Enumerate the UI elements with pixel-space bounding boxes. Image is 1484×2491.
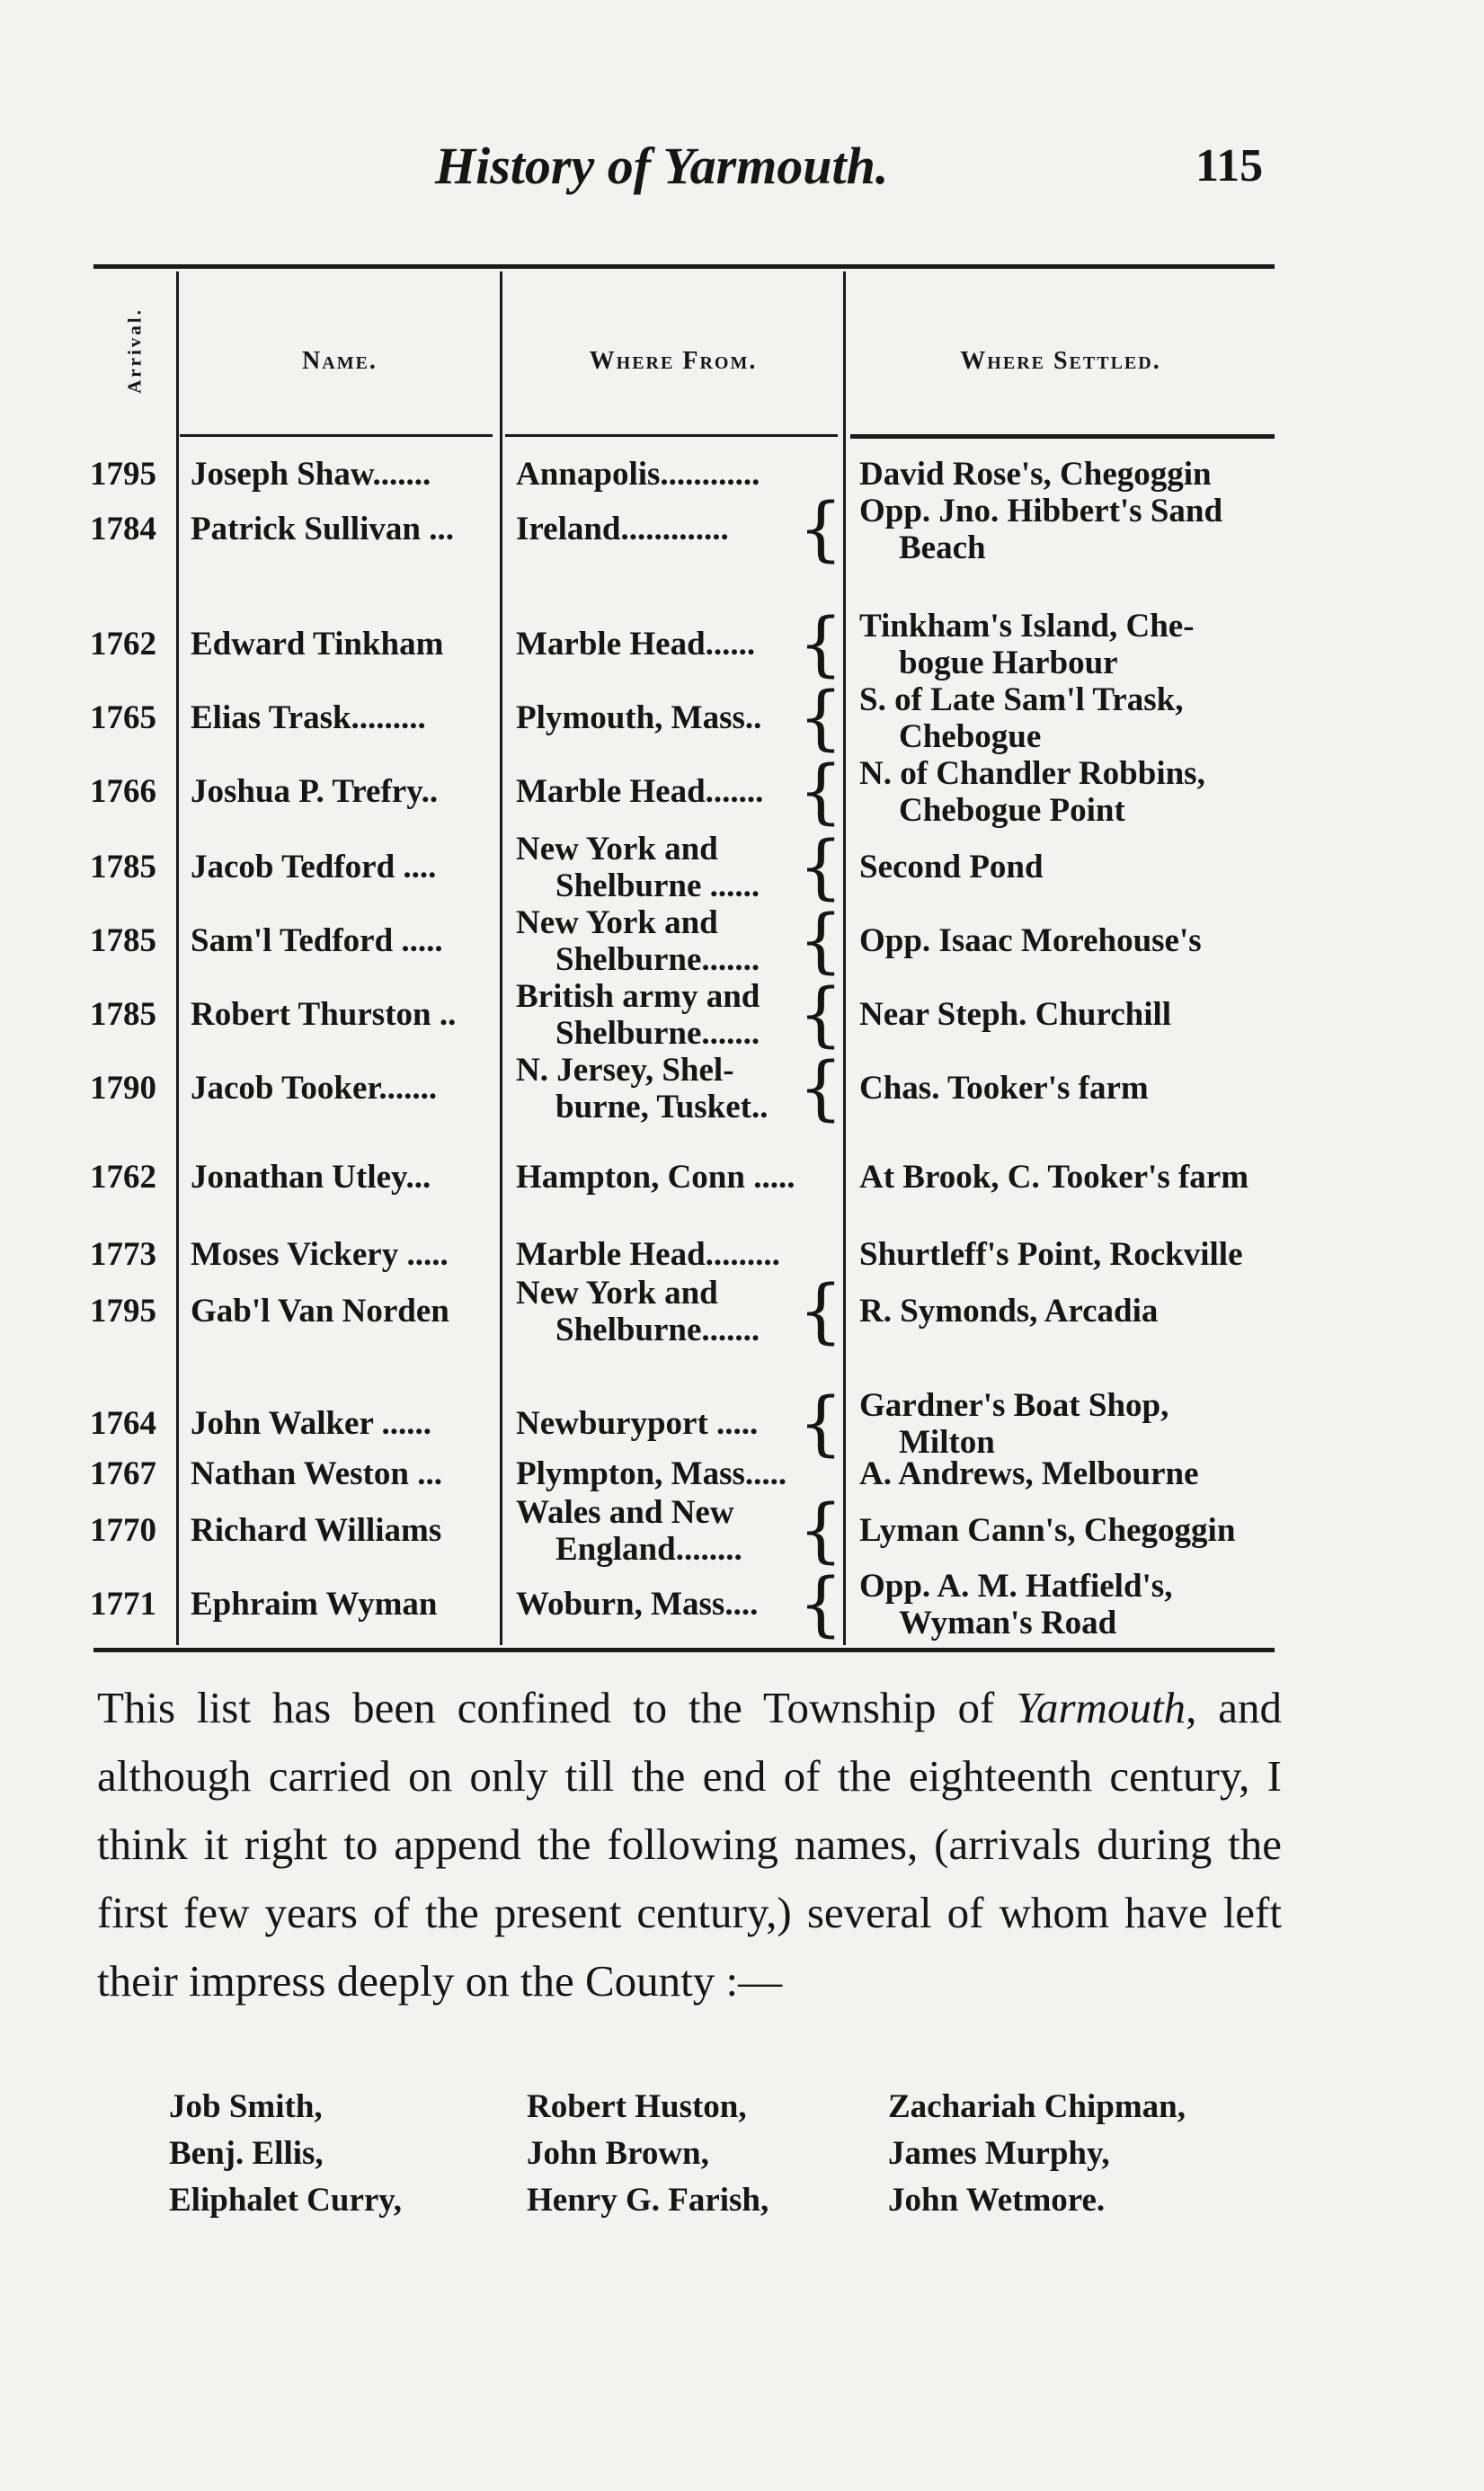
where-settled-cell-line: Near Steph. Churchill: [859, 996, 1172, 1033]
names-column: [169, 2084, 547, 2224]
page-number: 115: [1195, 140, 1264, 191]
where-from-cell-line: Woburn, Mass....: [516, 1586, 759, 1623]
where-from-cell: [516, 493, 818, 566]
where-settled-cell-line: S. of Late Sam'l Trask,: [859, 681, 1184, 718]
arrival-year: 1790: [90, 1070, 156, 1107]
settler-name: John Wetmore.: [888, 2182, 1106, 2219]
where-settled-cell-line: Opp. A. M. Hatfield's,: [859, 1568, 1173, 1605]
where-settled-cell: [859, 1052, 1282, 1125]
where-from-cell: [516, 608, 818, 681]
names-column: [527, 2084, 904, 2224]
where-from-cell: [516, 1456, 818, 1492]
where-settled-cell-line: Wyman's Road: [899, 1605, 1117, 1641]
settler-name-cell: Robert Thurston ..: [191, 996, 457, 1033]
where-settled-cell-line: R. Symonds, Arcadia: [859, 1293, 1159, 1330]
arrival-year: 1762: [90, 626, 156, 663]
settler-name: James Murphy,: [888, 2135, 1110, 2172]
settler-name: Job Smith,: [169, 2088, 323, 2125]
paragraph-italic: Yarmouth: [1016, 1683, 1186, 1732]
brace-icon: {: [798, 1048, 843, 1129]
where-from-cell-line: Shelburne.......: [555, 1015, 760, 1052]
brace-icon: {: [798, 974, 843, 1055]
settler-name-cell: John Walker ......: [191, 1405, 431, 1442]
brace-icon: {: [798, 678, 843, 759]
brace-icon: {: [798, 489, 843, 570]
where-settled-cell-line: bogue Harbour: [899, 645, 1118, 681]
running-title: History of Yarmouth.: [435, 137, 889, 195]
where-from-cell-line: Wales and New: [516, 1494, 734, 1531]
where-settled-cell: [859, 1494, 1282, 1568]
body-paragraph: [97, 1674, 1282, 2015]
settler-name: Henry G. Farish,: [527, 2182, 769, 2219]
brace-icon: {: [798, 1383, 843, 1464]
where-from-cell: [516, 1052, 818, 1125]
where-settled-cell: [859, 608, 1282, 681]
where-from-cell-line: Plympton, Mass.....: [516, 1455, 787, 1492]
table-row: [0, 1160, 1484, 1196]
settler-name-cell: Patrick Sullivan ...: [191, 511, 454, 547]
where-settled-cell: [859, 755, 1282, 829]
where-settled-cell: [859, 1387, 1282, 1461]
settler-name-cell: Richard Williams: [191, 1512, 442, 1549]
paragraph-text-start: This list has been confined to the Township of: [97, 1683, 1017, 1732]
table-row: [0, 604, 1484, 685]
where-settled-cell: [859, 681, 1282, 755]
where-from-cell-line: Ireland.............: [516, 511, 729, 547]
settler-name-cell: Ephraim Wyman: [191, 1586, 438, 1623]
where-from-cell-line: New York and: [516, 904, 718, 941]
names-column: [888, 2084, 1266, 2224]
settler-name-cell: Jacob Tedford ....: [191, 849, 437, 885]
where-settled-cell: [859, 1237, 1282, 1273]
arrival-year: 1762: [90, 1159, 156, 1196]
table-bottom-rule: [93, 1648, 1275, 1652]
arrival-year: 1795: [90, 456, 156, 493]
where-from-cell: [516, 457, 818, 493]
where-from-cell-line: New York and: [516, 831, 718, 867]
where-from-cell-line: Newburyport .....: [516, 1405, 759, 1442]
additional-names: [169, 2084, 1284, 2228]
arrival-year: 1785: [90, 922, 156, 959]
header-where-from: Where From.: [589, 347, 758, 375]
brace-icon: {: [798, 1271, 843, 1352]
where-settled-cell-line: Gardner's Boat Shop,: [859, 1387, 1169, 1424]
where-from-cell-line: Shelburne ......: [555, 867, 760, 904]
header-arrival: Arrival.: [123, 307, 146, 394]
table-row: [0, 1237, 1484, 1273]
paragraph-text-end: , and although carried on only till the end of the eighteenth century, I think it right to append the following names, (arrivals during the first few years of the present century,) several of whom have left their impress deeply on the County :—: [97, 1683, 1283, 2006]
where-settled-cell-line: A. Andrews, Melbourne: [859, 1455, 1199, 1492]
table-row: [0, 1564, 1484, 1645]
settler-name-cell: Joseph Shaw.......: [191, 456, 431, 493]
where-settled-cell: [859, 457, 1282, 493]
where-settled-cell: [859, 493, 1282, 566]
arrival-year: 1767: [90, 1455, 156, 1492]
where-settled-cell-line: Chebogue Point: [899, 792, 1125, 829]
settler-name-cell: Elias Trask.........: [191, 699, 426, 736]
arrival-year: 1784: [90, 511, 156, 547]
where-settled-cell-line: Tinkham's Island, Che-: [859, 608, 1195, 645]
settler-name-cell: Nathan Weston ...: [191, 1455, 442, 1492]
where-from-cell: [516, 978, 818, 1052]
where-from-cell-line: Shelburne.......: [555, 1312, 760, 1348]
brace-icon: {: [798, 1564, 843, 1645]
where-from-cell-line: burne, Tusket..: [555, 1089, 769, 1125]
where-from-cell-line: Plymouth, Mass..: [516, 699, 762, 736]
where-from-cell-line: Hampton, Conn .....: [516, 1159, 795, 1196]
where-settled-cell-line: Shurtleff's Point, Rockville: [859, 1236, 1243, 1273]
where-from-cell: [516, 1568, 818, 1641]
brace-icon: {: [798, 1490, 843, 1571]
settler-name-cell: Jacob Tooker.......: [191, 1070, 438, 1107]
where-settled-cell-line: At Brook, C. Tooker's farm: [859, 1159, 1249, 1196]
where-settled-cell-line: Opp. Jno. Hibbert's Sand: [859, 493, 1223, 529]
header-where-settled: Where Settled.: [960, 347, 1161, 375]
brace-icon: {: [798, 604, 843, 685]
header-name: Name.: [302, 347, 378, 375]
where-from-cell-line: Marble Head......: [516, 626, 756, 663]
table-row: [0, 901, 1484, 982]
arrival-year: 1773: [90, 1236, 156, 1273]
where-settled-cell: [859, 1275, 1282, 1348]
where-from-cell: [516, 904, 818, 978]
table-row: [0, 1271, 1484, 1352]
where-from-cell: [516, 755, 818, 829]
arrival-year: 1795: [90, 1293, 156, 1330]
settler-name: John Brown,: [527, 2135, 709, 2172]
where-from-cell: [516, 831, 818, 904]
where-settled-cell: [859, 831, 1282, 904]
where-settled-cell: [859, 904, 1282, 978]
table-row: [0, 1383, 1484, 1464]
where-from-cell: [516, 681, 818, 755]
where-from-cell-line: New York and: [516, 1275, 718, 1312]
table-row: [0, 457, 1484, 493]
settler-name: Benj. Ellis,: [169, 2135, 324, 2172]
where-from-cell-line: England........: [555, 1531, 742, 1568]
arrival-year: 1764: [90, 1405, 156, 1442]
arrival-year: 1785: [90, 849, 156, 885]
settler-name: Robert Huston,: [527, 2088, 747, 2125]
where-settled-cell-line: Chebogue: [899, 718, 1042, 755]
settler-name: Eliphalet Curry,: [169, 2182, 403, 2219]
where-from-cell-line: Shelburne.......: [555, 941, 760, 978]
where-from-cell: [516, 1160, 818, 1196]
arrival-year: 1770: [90, 1512, 156, 1549]
where-from-cell-line: Annapolis............: [516, 456, 760, 493]
where-settled-cell: [859, 978, 1282, 1052]
where-settled-cell-line: Opp. Isaac Morehouse's: [859, 922, 1202, 959]
settler-name-cell: Jonathan Utley...: [191, 1159, 431, 1196]
where-settled-cell-line: Chas. Tooker's farm: [859, 1070, 1149, 1107]
where-settled-cell: [859, 1456, 1282, 1492]
where-settled-cell: [859, 1160, 1282, 1196]
settler-name-cell: Moses Vickery .....: [191, 1236, 449, 1273]
table-row: [0, 489, 1484, 570]
where-settled-cell-line: Lyman Cann's, Chegoggin: [859, 1512, 1236, 1549]
settler-name: Zachariah Chipman,: [888, 2088, 1186, 2125]
settler-name-cell: Joshua P. Trefry..: [191, 773, 439, 810]
arrival-year: 1785: [90, 996, 156, 1033]
where-settled-cell-line: David Rose's, Chegoggin: [859, 456, 1212, 493]
where-from-cell-line: N. Jersey, Shel-: [516, 1052, 734, 1089]
table-row: [0, 1490, 1484, 1571]
table-row: [0, 1456, 1484, 1492]
brace-icon: {: [798, 901, 843, 982]
table-row: [0, 827, 1484, 908]
brace-icon: {: [798, 752, 843, 832]
table-row: [0, 752, 1484, 832]
arrival-year: 1765: [90, 699, 156, 736]
where-from-cell: [516, 1387, 818, 1461]
brace-icon: {: [798, 827, 843, 908]
where-settled-cell-line: Milton: [899, 1424, 995, 1461]
where-from-cell-line: British army and: [516, 978, 760, 1015]
table-row: [0, 1048, 1484, 1129]
table-row: [0, 974, 1484, 1055]
where-from-cell: [516, 1237, 818, 1273]
where-settled-cell-line: Second Pond: [859, 849, 1044, 885]
table-row: [0, 678, 1484, 759]
where-from-cell: [516, 1494, 818, 1568]
where-from-cell-line: Marble Head.......: [516, 773, 764, 810]
settler-name-cell: Sam'l Tedford .....: [191, 922, 443, 959]
where-from-cell-line: Marble Head.........: [516, 1236, 780, 1273]
where-settled-cell-line: Beach: [899, 529, 986, 566]
settler-name-cell: Edward Tinkham: [191, 626, 444, 663]
where-settled-cell: [859, 1568, 1282, 1641]
where-settled-cell-line: N. of Chandler Robbins,: [859, 755, 1205, 792]
settler-name-cell: Gab'l Van Norden: [191, 1293, 449, 1330]
arrival-year: 1771: [90, 1586, 156, 1623]
arrival-year: 1766: [90, 773, 156, 810]
where-from-cell: [516, 1275, 818, 1348]
